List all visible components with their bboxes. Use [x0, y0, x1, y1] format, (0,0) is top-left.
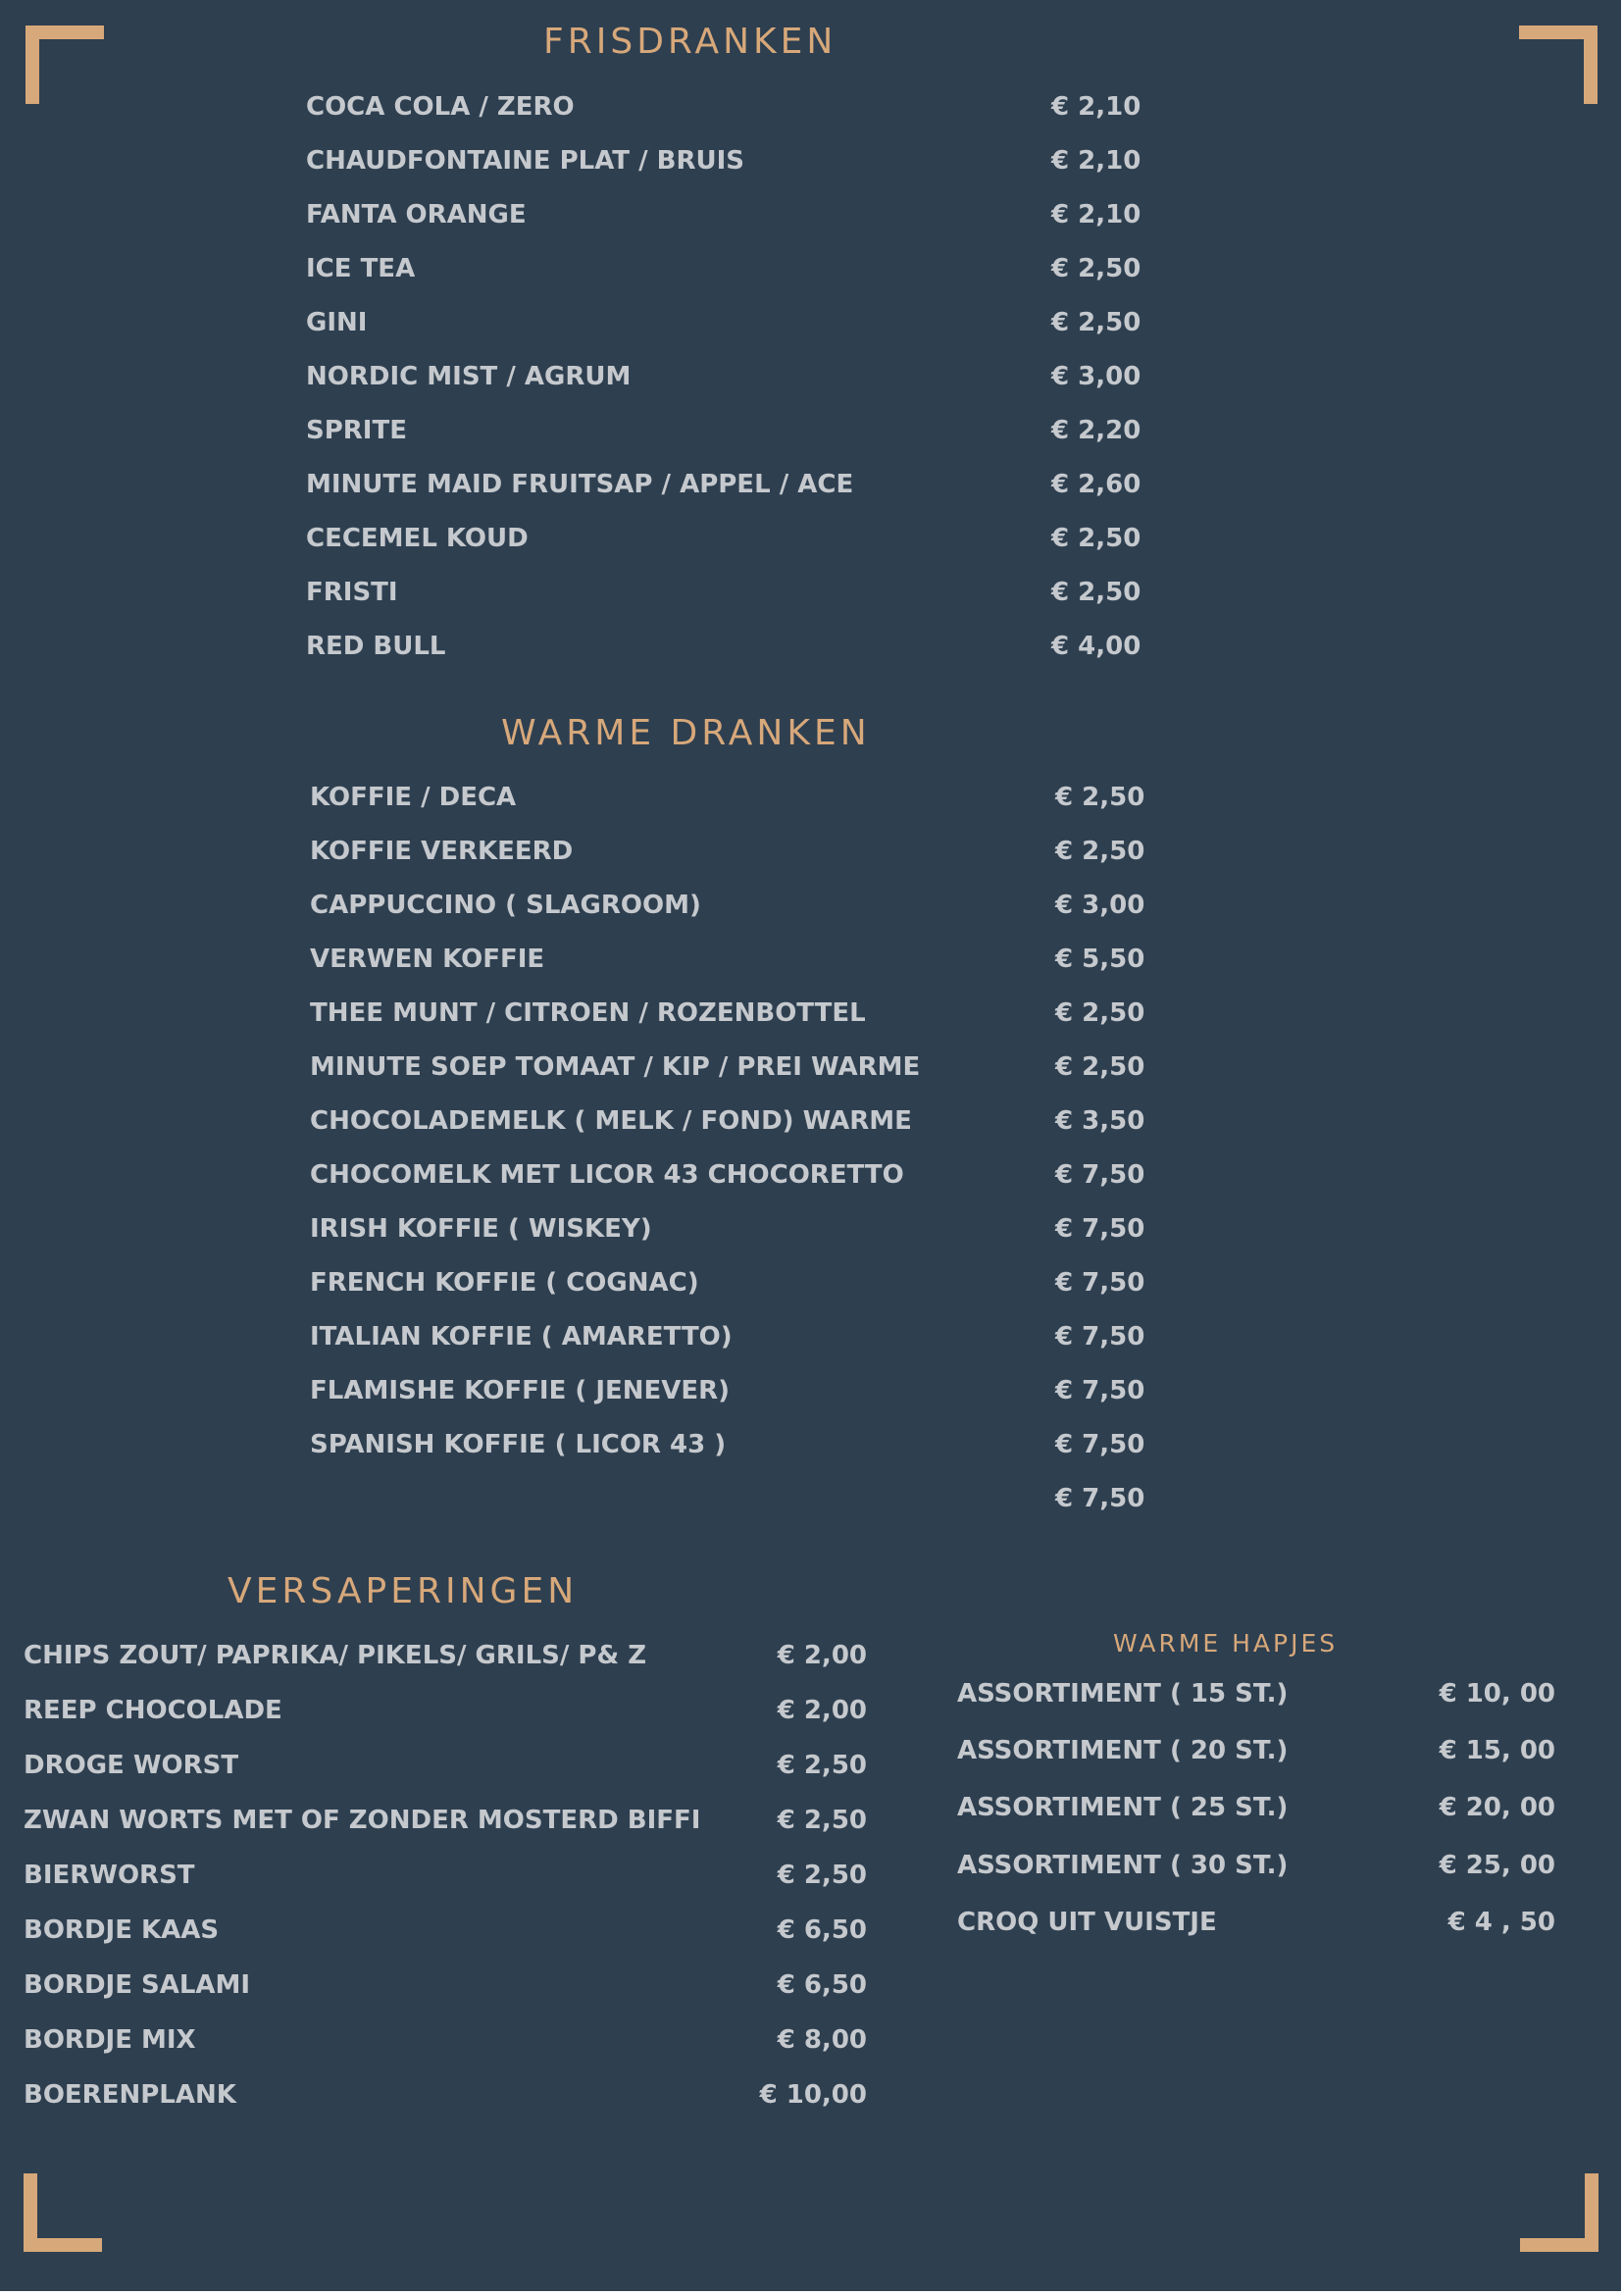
list-item [24, 2020, 867, 2060]
item-name: DROGE WORST [24, 1751, 239, 1780]
item-price: € 7,50 [1055, 1268, 1145, 1298]
item-price: € 10, 00 [1439, 1679, 1555, 1709]
list-item [306, 573, 1140, 612]
item-price: € 7,50 [1055, 1430, 1145, 1459]
item-name: ICE TEA [306, 254, 416, 283]
item-name: IRISH KOFFIE ( WISKEY) [310, 1214, 652, 1244]
item-price: € 2,00 [777, 1696, 867, 1725]
list-item [310, 994, 1143, 1033]
list-item [310, 832, 1143, 871]
item-name: MINUTE SOEP TOMAAT / KIP / PREI WARME [310, 1052, 921, 1082]
item-name: CHAUDFONTAINE PLAT / BRUIS [306, 146, 744, 176]
item-name: BORDJE SALAMI [24, 1970, 251, 2000]
item-price: € 2,10 [1051, 200, 1141, 230]
item-price: € 2,10 [1051, 146, 1141, 176]
item-name: CHIPS ZOUT/ PAPRIKA/ PIKELS/ GRILS/ P& Z [24, 1641, 647, 1670]
item-price: € 2,50 [1055, 998, 1145, 1028]
item-name: BORDJE MIX [24, 2025, 196, 2055]
item-name: CAPPUCCINO ( SLAGROOM) [310, 891, 701, 920]
item-price: € 8,00 [777, 2025, 867, 2055]
item-price: € 15, 00 [1439, 1736, 1555, 1765]
item-name: KOFFIE / DECA [310, 783, 517, 812]
list-item [306, 249, 1140, 288]
section-title-frisdranken: FRISDRANKEN [543, 22, 837, 62]
list-item [310, 1479, 1143, 1518]
list-item [310, 1047, 1143, 1087]
item-price: € 2,50 [777, 1861, 867, 1890]
list-item [310, 940, 1143, 979]
list-item [310, 1263, 1143, 1302]
list-item [306, 519, 1140, 558]
item-price: € 10,00 [759, 2080, 867, 2110]
section-title-warme-hapjes: WARME HAPJES [1113, 1629, 1339, 1658]
corner-ornament-bottom-right [1520, 2173, 1598, 2252]
item-price: € 25, 00 [1439, 1851, 1555, 1880]
list-item [306, 411, 1140, 450]
section-title-warme-dranken: WARME DRANKEN [501, 713, 871, 753]
item-price: € 4 , 50 [1447, 1908, 1555, 1937]
corner-ornament-top-right [1519, 26, 1598, 104]
list-item [957, 1846, 1555, 1885]
item-name: REEP CHOCOLADE [24, 1696, 282, 1725]
list-item [310, 1209, 1143, 1249]
item-name: ASSORTIMENT ( 25 ST.) [957, 1793, 1289, 1822]
item-price: € 4,00 [1051, 632, 1141, 661]
list-item [24, 1856, 867, 1895]
item-name: ZWAN WORTS MET OF ZONDER MOSTERD BIFFI [24, 1806, 701, 1835]
item-name: CHOCOMELK MET LICOR 43 CHOCORETTO [310, 1160, 904, 1190]
item-name: MINUTE MAID FRUITSAP / APPEL / ACE [306, 470, 854, 499]
item-name: ASSORTIMENT ( 15 ST.) [957, 1679, 1289, 1709]
list-item [24, 1746, 867, 1785]
list-item [957, 1788, 1555, 1827]
item-name: SPRITE [306, 416, 407, 445]
item-name: CHOCOLADEMELK ( MELK / FOND) WARME [310, 1106, 912, 1136]
item-price: € 2,50 [1051, 578, 1141, 607]
list-item [306, 87, 1140, 127]
list-item [310, 1317, 1143, 1356]
item-price: € 2,50 [1051, 254, 1141, 283]
item-price: € 7,50 [1055, 1322, 1145, 1352]
list-item [24, 1636, 867, 1675]
item-name: CECEMEL KOUD [306, 524, 529, 553]
list-item [24, 1965, 867, 2005]
item-price: € 7,50 [1055, 1160, 1145, 1190]
item-name: FRISTI [306, 578, 398, 607]
item-price: € 6,50 [777, 1915, 867, 1945]
item-price: € 5,50 [1055, 944, 1145, 974]
item-name: VERWEN KOFFIE [310, 944, 545, 974]
list-item [306, 195, 1140, 234]
item-price: € 3,00 [1051, 362, 1141, 391]
list-item [306, 141, 1140, 180]
item-price: € 2,10 [1051, 92, 1141, 122]
list-item [24, 1691, 867, 1730]
item-price: € 3,50 [1055, 1106, 1145, 1136]
item-name: FANTA ORANGE [306, 200, 527, 230]
list-item [306, 465, 1140, 504]
item-name: ASSORTIMENT ( 20 ST.) [957, 1736, 1289, 1765]
item-price: € 2,60 [1051, 470, 1141, 499]
item-name: NORDIC MIST / AGRUM [306, 362, 632, 391]
list-item [957, 1674, 1555, 1713]
item-price: € 2,20 [1051, 416, 1141, 445]
item-price: € 3,00 [1055, 891, 1145, 920]
item-name: CROQ UIT VUISTJE [957, 1908, 1217, 1937]
list-item [310, 1155, 1143, 1195]
item-name: KOFFIE VERKEERD [310, 837, 574, 866]
corner-ornament-bottom-left [24, 2173, 102, 2252]
list-item [24, 2075, 867, 2115]
list-item [306, 357, 1140, 396]
item-price: € 6,50 [777, 1970, 867, 2000]
section-title-versaperingen: VERSAPERINGEN [228, 1571, 579, 1611]
item-name: BIERWORST [24, 1861, 195, 1890]
list-item [310, 1371, 1143, 1410]
list-item [957, 1903, 1555, 1942]
item-name: ITALIAN KOFFIE ( AMARETTO) [310, 1322, 733, 1352]
item-name: ASSORTIMENT ( 30 ST.) [957, 1851, 1289, 1880]
item-name: GINI [306, 308, 368, 337]
list-item [310, 1101, 1143, 1141]
item-price: € 20, 00 [1439, 1793, 1555, 1822]
item-name: RED BULL [306, 632, 446, 661]
item-price: € 2,50 [1051, 308, 1141, 337]
list-item [957, 1731, 1555, 1770]
corner-ornament-top-left [25, 26, 104, 104]
item-price: € 2,50 [777, 1806, 867, 1835]
item-price: € 7,50 [1055, 1376, 1145, 1405]
item-name: THEE MUNT / CITROEN / ROZENBOTTEL [310, 998, 866, 1028]
list-item [310, 1425, 1143, 1464]
list-item [306, 627, 1140, 666]
list-item [310, 886, 1143, 925]
item-name: BORDJE KAAS [24, 1915, 220, 1945]
item-price: € 7,50 [1055, 1214, 1145, 1244]
item-price: € 2,50 [777, 1751, 867, 1780]
item-price: € 2,50 [1055, 783, 1145, 812]
item-name: FLAMISHE KOFFIE ( JENEVER) [310, 1376, 731, 1405]
list-item [310, 778, 1143, 817]
item-price: € 2,50 [1055, 837, 1145, 866]
item-name: SPANISH KOFFIE ( LICOR 43 ) [310, 1430, 727, 1459]
list-item [24, 1911, 867, 1950]
item-price: € 2,50 [1055, 1052, 1145, 1082]
item-name: BOERENPLANK [24, 2080, 236, 2110]
item-name: FRENCH KOFFIE ( COGNAC) [310, 1268, 699, 1298]
list-item [24, 1801, 867, 1840]
item-name: COCA COLA / ZERO [306, 92, 575, 122]
item-price: € 2,00 [777, 1641, 867, 1670]
item-price: € 7,50 [1055, 1484, 1145, 1513]
list-item [306, 303, 1140, 342]
item-price: € 2,50 [1051, 524, 1141, 553]
